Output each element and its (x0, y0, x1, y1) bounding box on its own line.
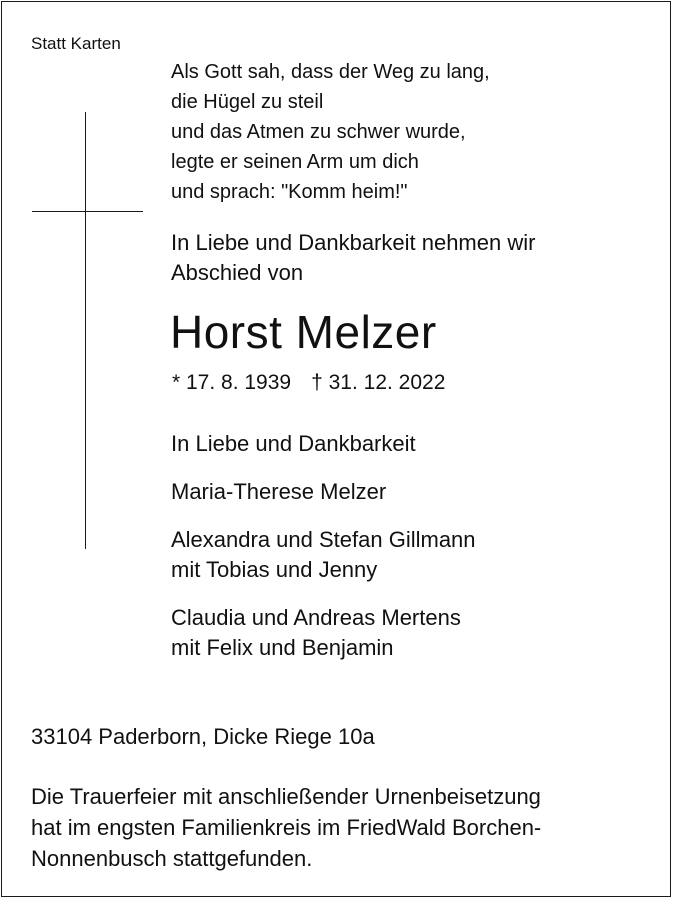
poem-line: die Hügel zu steil (171, 91, 324, 113)
cross-icon-horizontal (32, 211, 143, 212)
intro-line: In Liebe und Dankbarkeit nehmen wir (171, 230, 536, 255)
statt-karten-label: Statt Karten (31, 34, 121, 53)
poem-line: und sprach: "Komm heim!" (171, 181, 408, 203)
notice-line: Die Trauerfeier mit anschließender Urnenbeisetzung (31, 784, 541, 809)
mourner-line: mit Felix und Benjamin (171, 635, 394, 660)
poem-line: legte er seinen Arm um dich (171, 151, 419, 173)
mourner-group (171, 603, 476, 663)
notice-line: hat im engsten Familienkreis im FriedWald Borchen- (31, 815, 542, 840)
deceased-name: Horst Melzer (170, 306, 437, 358)
mourners (171, 429, 476, 681)
intro-line: Abschied von (171, 260, 304, 285)
life-dates (172, 368, 445, 398)
death-date: † 31. 12. 2022 (311, 371, 446, 394)
notice-line: Nonnenbusch stattgefunden. (31, 846, 313, 871)
mourners-heading: In Liebe und Dankbarkeit (171, 431, 416, 456)
poem-line: und das Atmen zu schwer wurde, (171, 121, 466, 143)
cross-icon-vertical (85, 112, 86, 549)
birth-date: * 17. 8. 1939 (172, 371, 292, 394)
funeral-notice (31, 781, 641, 874)
mourner-line: Claudia und Andreas Mertens (171, 605, 461, 630)
mourner-group (171, 477, 476, 507)
poem-line: Als Gott sah, dass der Weg zu lang, (171, 61, 490, 83)
mourner-group (171, 525, 476, 585)
farewell-intro (171, 228, 535, 288)
mourner-line: Maria-Therese Melzer (171, 479, 387, 504)
address: 33104 Paderborn, Dicke Riege 10a (31, 724, 375, 749)
mourner-line: mit Tobias und Jenny (171, 557, 378, 582)
mourner-line: Alexandra und Stefan Gillmann (171, 527, 476, 552)
poem (171, 57, 490, 207)
